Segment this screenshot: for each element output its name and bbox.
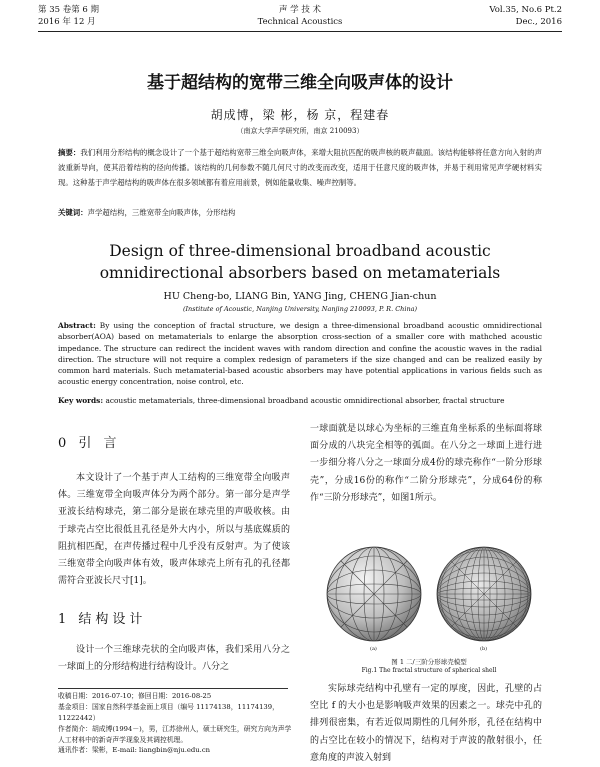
footnote-rule (58, 688, 288, 689)
design-paragraph: 设计一个三维球壳状的全向吸声体，我们采用八分之一球面上的分形结构进行结构设计。八分之 (58, 645, 290, 673)
figure-label-b: (b) (480, 646, 488, 652)
abstract-en-label: Abstract: (58, 321, 96, 330)
sphere-a (327, 547, 421, 641)
affiliation-zh: （南京大学声学研究所，南京 210093） (236, 127, 364, 135)
abstract-zh (58, 145, 542, 190)
paper-title-en: Design of three-dimensional broadband acoustic omnidirectional absorbers based on metamaterials (99, 242, 501, 282)
header-journal-en: Technical Acoustics (257, 17, 343, 27)
figure-caption-zh: 图 1 二/三阶分形球壳模型 (391, 658, 467, 666)
keywords-en-label: Key words: (58, 396, 104, 405)
authors-en: HU Cheng-bo, LIANG Bin, YANG Jing, CHENG Jian-chun (163, 291, 437, 302)
affiliation-en: (Institute of Acoustic, Nanjing University, Nanjing 210093, P. R. China) (182, 305, 418, 313)
keywords-zh-text: 声学超结构，三维宽带全向吸声体，分形结构 (87, 208, 236, 217)
keywords-zh-label: 关键词： (58, 208, 88, 217)
right-column-text-top: 一球面就是以球心为坐标的三维直角坐标系的坐标面将球面分成的八块完全相等的弧面。在八分之一球面上进行进一步细分将八分之一球面分成4份的球壳称作“一阶分形球壳”，分成16份的称作“二阶分形球壳”，分成64份的称作“三阶分形球壳”，如图1所示。 (310, 424, 542, 503)
footnote-author: 作者简介：胡成博(1994－)，男，江苏徐州人，硕士研究生，研究方向为声学人工材料中的新奇声学现象及其调控机理。 (58, 725, 292, 744)
paper-title-zh: 基于超结构的宽带三维全向吸声体的设计 (147, 73, 453, 93)
header-volume: 第 35 卷第 6 期 (38, 5, 100, 15)
abstract-zh-label: 摘要： (58, 148, 81, 157)
keywords-en (58, 395, 542, 406)
abstract-zh-text: 我们利用分形结构的概念设计了一个基于超结构宽带三维全向吸声体，来增大阻抗匹配的吸声核的吸声截面。该结构能够将任意方向入射的声波重新导向，使其沿着结构的径向传播。该结构的几何参数不随几何尺寸的改变而改变，适用于任意尺度的吸声体，并易于利用常见声学硬材料实现。这种基于声学超结构的吸声体在很多领域都有着应用前景，例如能量收集、噪声控制等。 (58, 148, 542, 187)
figure-label-a: (a) (370, 646, 377, 652)
footnote-fund: 基金项目：国家自然科学基金面上项目（编号 11174138，11174139，11222442） (58, 703, 279, 722)
footnote-received: 收稿日期：2016-07-10；修回日期：2016-08-25 (58, 692, 212, 700)
keywords-zh (58, 207, 542, 218)
keywords-en-text: acoustic metamaterials, three-dimensional broadband acoustic omnidirectional absorber, fractal structure (105, 396, 505, 405)
right-column-text-bottom: 实际球壳结构中孔壁有一定的厚度，因此，孔壁的占空比 f 的大小也是影响吸声效果的因素之一。球壳中孔的排列很密集，有若近似周期性的几何外形，孔径在结构中的占空比在较小的情况下，结构对于声波的散射很小，任意角度的声波入射到 (310, 684, 542, 763)
abstract-en-text: By using the conception of fractal structure, we design a three-dimensional broadband acoustic omnidirectional absorber(AOA) based on metamaterials to enlarge the absorption cross-section of a smaller core with mathched acoustic impedance. The structure can redirect the incident waves with random direction and confine the acoustic waves in the radial direction. The structure will not require a complex redesign of parameters if the size changed and can be realized easily by common hard materials. Such metamaterial-based acoustic absorbers may have potential applications in various fields such as acoustic energy concentration, noise control, etc. (58, 321, 542, 387)
sphere-b (437, 547, 531, 641)
intro-paragraph: 本文设计了一个基于声人工结构的三维宽带全向吸声体。三维宽带全向吸声体分为两个部分。第一部分是声学亚波长结构球壳，第二部分是嵌在球壳里的声吸收核。由于球壳占空比很低且孔径是外大内小，所以与基底媒质的阻抗相匹配，在声传播过程中几乎没有反射声。为了使该三维宽带全向吸声体有效，吸声体球壳上所有孔的孔径都需符合亚波长尺寸[1]。 (58, 473, 290, 587)
header-rule (38, 31, 562, 32)
authors-zh: 胡成博，梁 彬，杨 京，程建春 (210, 108, 390, 122)
footnote-contact: 通讯作者：梁彬，E-mail: liangbin@nju.edu.cn (58, 746, 211, 754)
section-heading-design: 1 结构设计 (58, 612, 147, 627)
header-volume-en: Vol.35, No.6 Pt.2 (489, 5, 562, 15)
figure-caption-en: Fig.1 The fractal structure of spherical shell (361, 667, 497, 674)
header-date: 2016 年 12 月 (38, 17, 96, 27)
figure-1 (322, 540, 538, 652)
abstract-en (58, 320, 542, 388)
header-date-en: Dec., 2016 (515, 17, 562, 27)
header-journal: 声 学 技 术 (278, 5, 322, 15)
section-heading-intro: 0 引 言 (58, 436, 121, 451)
